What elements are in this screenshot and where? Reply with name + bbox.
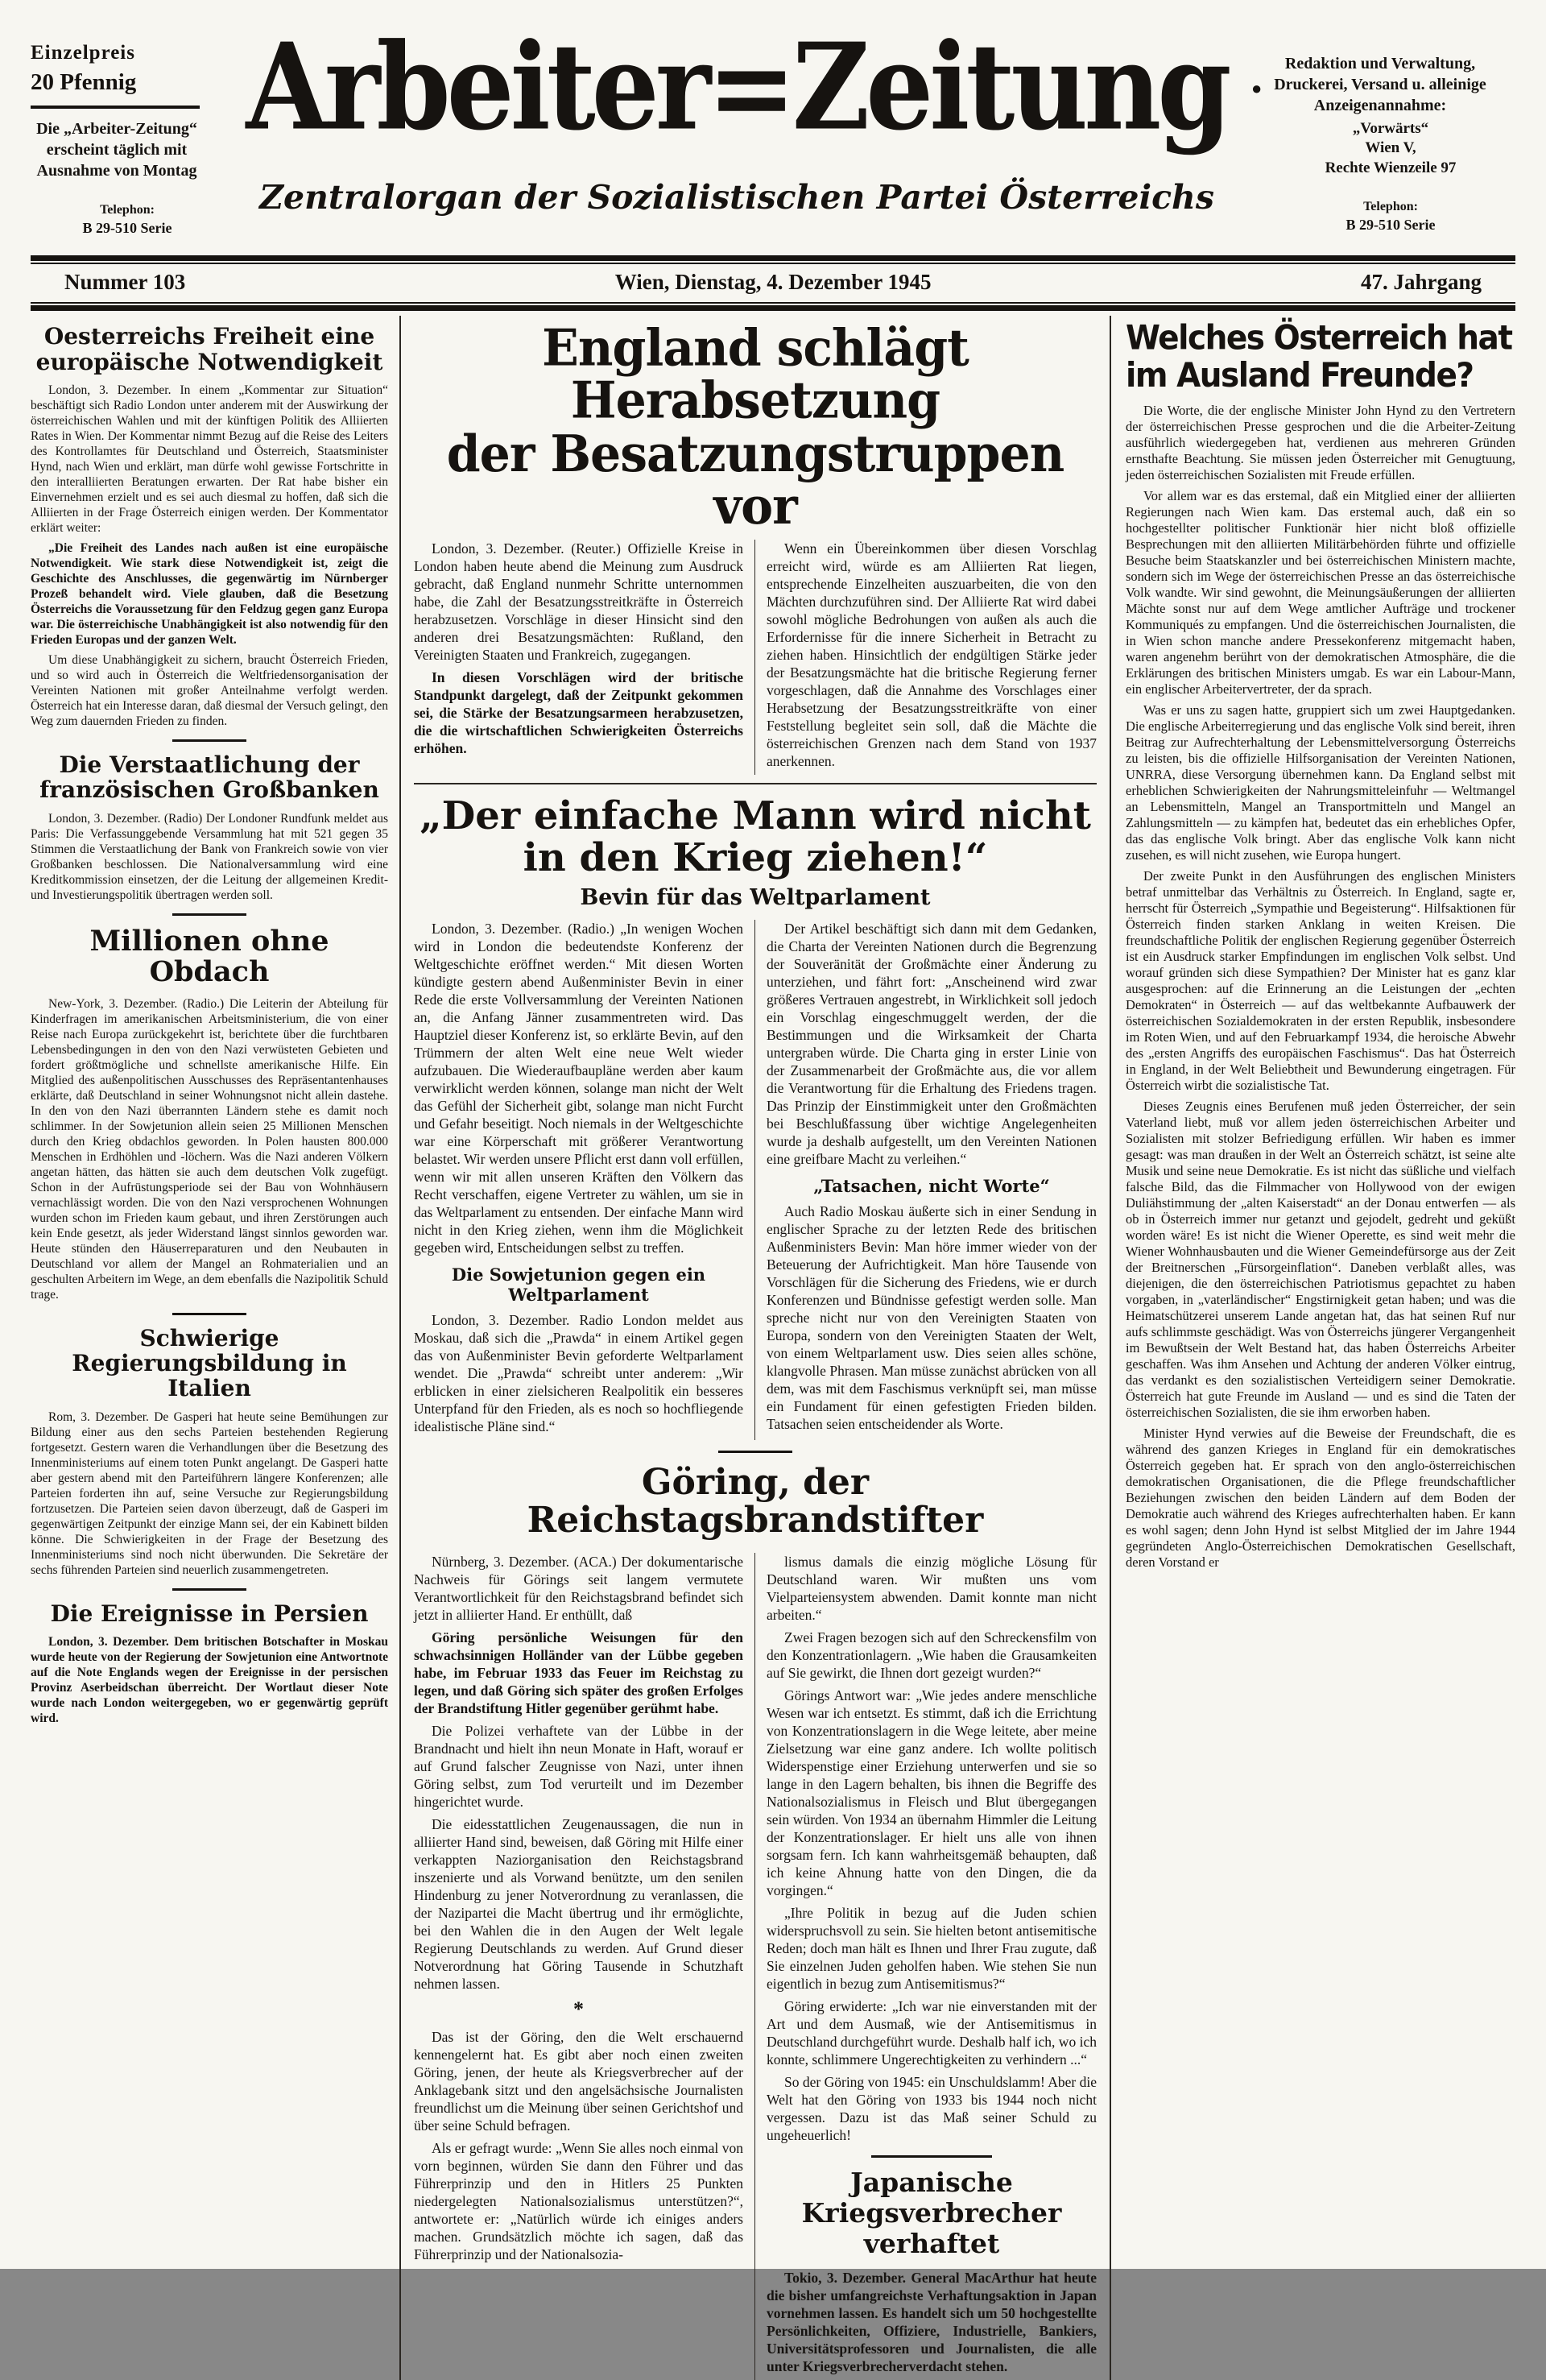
article-italy-government — [31, 1326, 388, 1578]
paragraph: London, 3. Dezember. (Radio) Der Londoner Rundfunk meldet aus Paris: Die Verfassunggebende Versammlung hat mit 521 gegen 35 Stimmen die Verstaatlichung der Bank von Frankreich sowie von vier Großbanken beschlossen. Die Nationalversammlung wird eine Kreditkommission einsetzen, der die Leitung der allgemeinen Kredit- und Investierungspolitik übertragen werden soll. — [31, 811, 388, 902]
paragraph: London, 3. Dezember. In einem „Kommentar zur Situation“ beschäftigt sich Radio London unter anderem mit der Auswirkung der österreichischen Wahlen und mit der künftigen Politik des Alliierten Rates in Wien. Der Kommentar nimmt Bezug auf die Reise des Leiters des Kontrollamtes für Deutschland und Österreich, Staatsminister Hynd, nach Wien und erklärt, man dürfe wohl gewisse Fortschritte in den interalliierten Beratungen erwarten. Der Rat habe bisher ein Einvernehmen erzielt und es sei auch diesmal zu hoffen, daß sich die Alliierten in der Frage Österreich einigen werden. Der Kommentator erklärt weiter: — [31, 383, 388, 536]
editorial-office-note: Redaktion und Verwaltung, Druckerei, Versand u. alleinige Anzeigenannahme: — [1274, 55, 1486, 114]
right-column — [1111, 316, 1515, 2379]
goering-columns — [414, 1553, 1097, 2380]
paragraph: In diesen Vorschlägen wird der britische Standpunkt dargelegt, daß der Zeitpunkt gekommen sei, die Stärke der Besatzungsarmeen herabzusetzen, die die wirtschaftlichen Schwierigkeiten Österreichs erhöhen. — [414, 668, 743, 756]
publication-schedule-note: Die „Arbeiter-Zeitung“ erscheint täglich mit Ausnahme von Montag — [36, 120, 197, 180]
newspaper-subtitle: Zentralorgan der Sozialistischen Partei Österreichs — [259, 177, 1214, 217]
section-divider — [871, 2155, 992, 2158]
paragraph: Was er uns zu sagen hatte, gruppiert sich um zwei Hauptgedanken. Die englische Arbeiterregierung und das englische Volk sind bereit, ihren Beitrag zur Aufrechterhaltung der Lebensmittelversorgung Österreichs zu leisten, bis die offizielle Hilfsorganisation der Vereinten Nationen, UNRRA, diese Versorgung übernehmen kann. Da England selbst mit erheblichen Schwierigkeiten der Nahrungsmitteleinfuhr — Weltmangel an Lebensmitteln, Mangel an Transportmitteln und Mangel an Zahlungsmitteln — zu kämpfen hat, bedeutet das ein erhebliches Opfer, das das englische Volk bringt. Aber das englische Volk kann nicht zusehen, es will nicht zusehen, wie Europa hungert. — [1126, 702, 1515, 863]
section-divider — [172, 913, 246, 916]
headline-line-1: „Der einfache Mann wird nicht — [420, 793, 1091, 838]
article-persia-events — [31, 1601, 388, 1726]
paragraph: Wenn ein Übereinkommen über diesen Vorschlag erreicht wird, würde es am Alliierten Rat liegen, entsprechende Einzelheiten auszuarbeiten, die von den Mächten durchzuführen sind. Der Alliierte Rat wird dabei sowohl mögliche Bedrohungen von außen als auch die Erfordernisse für die innere Sicherheit in Betracht zu ziehen haben. Hinsichtlich der endgültigen Stärke jeder der Besatzungsmächte hat die britische Regierung ferner vorgeschlagen, daß die Annahme des Vorschlages einer Herabsetzung der Besatzungsstreitkräfte von einer Feststellung begleitet sein soll, daß die Mächte die österreichischen Grenzen nach dem Stand von 1937 anerkennen. — [767, 540, 1097, 769]
newspaper-title: Arbeiter=Zeitung — [246, 17, 1228, 158]
paragraph: Rom, 3. Dezember. De Gasperi hat heute seine Bemühungen zur Bildung einer aus den sechs Parteien bestehenden Regierung fortgesetzt. Gestern waren die Verhandlungen über die Besetzung des Innenministeriums auf einem toten Punkt angelangt. De Gasperi hatte aber gestern abend mit den Parteiführern längere Konferenzen; alle Parteien forderten ihn auf, seine Versuche zur Regierungsbildung fortzusetzen. Die Parteien seien davon überzeugt, daß de Gasperi im gegenwärtigen Zeitpunkt der einzige Mann sei, der ein Kabinett bilden könne. Die Schwierigkeiten in der Frage der Besetzung des Innenministeriums sind noch nicht überwunden. Die Sekretäre der sechs führenden Parteien sind neuerlich zusammengetreten. — [31, 1409, 388, 1577]
issue-volume: 47. Jahrgang — [1360, 270, 1482, 295]
paragraph: London, 3. Dezember. (Radio.) „In wenigen Wochen wird in London die bedeutendste Konferenz der Weltgeschichte eröffnet werden.“ Mit diesen Worten kündigte gestern abend Außenminister Bevin in einer Rede die erste Vollversammlung der Vereinten Nationen an, die Anfang Jänner zusammentreten wird. Das Hauptziel dieser Konferenz ist, so erklärte Bevin, auf den Trümmern der alten Welt eine neue Welt wieder aufzubauen. Die Wiederaufbaupläne werden aber kaum verwirklicht werden können, solange man nicht der Welt das Gefühl der Sicherheit gibt, solange man nicht Furcht und Gefahr beseitigt. Noch niemals in der Weltgeschichte war eine Körperschaft mit größerer Verantwortung belastet. Wir werden unsere Pflicht erst dann voll erfüllen, wenn wir mit allen unseren Kräften den Völkern das Recht verschaffen, eigene Vertreter zu wählen, um sie in das Weltparlament zu entsenden. Der einfache Mann wird nicht in den Krieg ziehen, wenn ihm die Möglichkeit gegeben wird, Entscheidungen selbst zu treffen. — [414, 920, 743, 1256]
japan-headline: Japanische Kriegsverbrecher verhaftet — [801, 2166, 1062, 2259]
paragraph: So der Göring von 1945: ein Unschuldslamm! Aber die Welt hat den Göring von 1933 bis 1944 noch nicht vergessen. Dazu ist das Maß seiner Schuld zu ungeheuerlich! — [767, 2073, 1097, 2143]
section-divider — [172, 1313, 246, 1315]
article-occupation-troops — [414, 319, 1097, 775]
article-title: Die Verstaatlichung der französischen Großbanken — [39, 751, 379, 804]
paragraph: Als er gefragt wurde: „Wenn Sie alles noch einmal von vorn beginnen, würden Sie dann den Führer und das Führerprinzip und den in Hitlers 25 Punkten niedergelegten Nationalsozialismus unterstützen?“, antwortete er: „Natürlich würde ich einiges anders machen. Grundsätzlich möchte ich sagen, daß das Führerprinzip und der Nationalsozia- — [414, 2139, 743, 2262]
article-austria-friends-abroad — [1126, 321, 1515, 1571]
issue-date: Wien, Dienstag, 4. Dezember 1945 — [614, 270, 932, 295]
paragraph: Das ist der Göring, den die Welt erschauernd kennengelernt hat. Es gibt aber noch einen zweiten Göring, jenen, der heute als Kriegsverbrecher auf der Anklagebank sitzt und den angelsächsische Journalisten freundlichst um die Meinung über seinen Gerichtshof und über seine Schuld befragen. — [414, 2028, 743, 2134]
subhead-facts-not-words: „Tatsachen, nicht Worte“ — [813, 1175, 1050, 1196]
section-divider — [718, 1451, 792, 1453]
masthead — [31, 17, 1515, 238]
bevin-column-b — [755, 920, 1097, 1440]
paragraph: Nürnberg, 3. Dezember. (ACA.) Der dokumentarische Nachweis für Görings seit langem vermutete Verantwortlichkeit für den Reichstagsbrand befindet sich jetzt in alliierter Hand. Er enthüllt, daß — [414, 1553, 743, 1623]
page-body — [31, 316, 1515, 2379]
paragraph: Dieses Zeugnis eines Berufenen muß jeden Österreicher, der sein Vaterland liebt, muß vor allem jeden österreichischen Arbeiter und Sozialisten mit stolzer Befriedigung erfüllen. Wir haben es immer gesagt: was man draußen in der Welt an Österreich schätzt, ist seine alte Musik und seine neue Demokratie. Es ist nicht das süßliche und vielfach falsche Bild, das die Filmmacher von Hollywood von der ewigen Duliähstimmung der „alten Kaiserstadt“ an der Donau entwerfen — als ob in Österreich immer nur getanzt und gejodelt, gedreht und geküßt worden wäre! Es ist nicht die Wiener Operette, es sind weit mehr die Wiener Wohnhausbauten und die Wiener Gemeindefürsorge aus der Zeit der Breitnerschen „Fürsorgeinflation“. Daneben verblaßt alles, was diejenigen, die den österreichischen Patriotismus gepachtet zu haben vorgaben, in „vaterländischer“ Engstirnigkeit getan haben; und was die Heimatschützerei unserem Lande angetan hat, das hat seinen Ruf nur aufs schlimmste geschädigt. Was von Österreichs jüngerer Vergangenheit im Bewußtsein der Welt Bestand hat, das haben Österreichs Arbeiter geschaffen. Was ihm Ansehen und Achtung der anderen Völker eintrug, das verdankt es den sozialistischen Verteidigern seiner Demokratie. Österreich hat gute Freunde im Ausland — und es sind die Taten der österreichischen Sozialisten, die sie ihm erworben haben. — [1126, 1099, 1515, 1421]
paragraph: Der Artikel beschäftigt sich dann mit dem Gedanken, die Charta der Vereinten Nationen durch die Begrenzung der Souveränität der Großmächte einer Änderung zu unterziehen, und fährt fort: „Anscheinend wird zwar größeres Vertrauen angestrebt, in Wirklichkeit soll jedoch ein Vorschlag eingeschmuggelt werden, der die Bestimmungen und die Wirksamkeit der Charta untergraben würde. Die Charta ging in erster Linie von der Zusammenarbeit der Großmächte aus, die vor allem die Verantwortung für die Erhaltung des Friedens tragen. Das Prinzip der Einstimmigkeit unter den Großmächten bei Beschlußfassung über wichtige Angelegenheiten wurde ja deshalb aufgestellt, um den Vereinten Nationen eine greifbare Macht zu verleihen.“ — [767, 920, 1097, 1167]
bevin-columns — [414, 920, 1097, 1440]
phone-label: Telephon: — [100, 203, 155, 217]
paragraph: London, 3. Dezember. Radio London meldet aus Moskau, daß sich die „Prawda“ in einem Artikel gegen das von Außenminister Bevin geforderte Weltparlament wendet. Die „Prawda“ schreibt unter anderem: „Wir erblicken in einer zielsicheren Realpolitik ein besseres Unterpfand für den Frieden, als es noch so hochfliegende idealistische Pläne sind.“ — [414, 1311, 743, 1434]
bevin-headline — [414, 793, 1097, 880]
paragraph: lismus damals die einzig mögliche Lösung für Deutschland waren. Wir mußten uns vom Vielparteiensystem abwenden. Damit konnte man nicht arbeiten.“ — [767, 1553, 1097, 1623]
paragraph: Die Worte, die der englische Minister John Hynd zu den Vertretern der österreichischen Presse gesprochen und die die Arbeiter-Zeitung ausführlich wiedergegeben hat, verdienen aus mehreren Gründen ernsthafte Beachtung. Sie müssen jeden Österreicher mit Genugtuung, jeden österreichischen Sozialisten mit Freude erfüllen. — [1126, 403, 1515, 483]
dateline-bar — [31, 255, 1515, 311]
goering-headline: Göring, der Reichstagsbrandstifter — [527, 1461, 984, 1542]
bevin-column-a — [414, 920, 755, 1440]
center-column — [399, 316, 1111, 2379]
paragraph: Görings Antwort war: „Wie jedes andere menschliche Wesen war ich entsetzt. Es stimmt, daß ich die Errichtung von Konzentrationslagern in die Wege leitete, aber meine Zielsetzung war eine ganz andere. Ich wollte politisch Widerspenstige einer Erziehung unterwerfen und sie so lange in den Lagern behalten, bis ihnen die Begriffe des Nationalsozialismus in Fleisch und Blut übergegangen sein würden. Von 1934 an übernahm Himmler die Leitung der Konzentrationslager. Er hielt uns alle von ihnen sorgsam fern. Ich kann wahrheitsgemäß behaupten, daß ich keine Ahnung hatte von den Dingen, die da vorgingen.“ — [767, 1687, 1097, 1898]
article-bevin-world-parliament — [414, 783, 1097, 1440]
paragraph: Zwei Fragen bezogen sich auf den Schreckensfilm von den Konzentrationlagern. „Wie haben die Grausamkeiten auf Sie gewirkt, die Ihnen dort gezeigt wurden?“ — [767, 1629, 1097, 1681]
publisher-street: Rechte Wienzeile 97 — [1325, 159, 1457, 176]
section-divider — [172, 1588, 246, 1591]
paragraph: Minister Hynd verwies auf die Beweise der Freundschaft, die es während des ganzen Krieges in England für ein demokratisches Österreich gegeben hat. Er sprach von den anglo-österreichischen demokratischen Organisationen, die die Pflege freundschaftlicher Beziehungen zwischen den beiden Ländern auf dem Boden der Demokratie auch während des Krieges aufrechterhalten haben. Er kann es wohl sagen; denn John Hynd ist selbst Mitglied der im Jahre 1944 gegründeten Anglo-Österreichischen Demokratischen Gesellschaft, deren Vorstand er — [1126, 1426, 1515, 1571]
price-label: Einzelpreis — [31, 42, 135, 64]
lead-column-a — [414, 540, 755, 775]
issue-number: Nummer 103 — [64, 270, 186, 295]
paragraph: Der zweite Punkt in den Ausführungen des englischen Ministers betraf unmittelbar das Verhältnis zu Österreich. In England, sagte er, herrscht für Österreich „Sympathie und Begeisterung“. Hilfsaktionen für Österreich finden starken Anklang in weiten Kreisen. Die freundschaftliche Politik der englischen Regierung gegenüber Österreich ist ein Ausdruck starker Empfindungen im englischen Volk selbst. Und worauf gründen sich diese Sympathien? Der Minister hat es ganz klar ausgesprochen: auf die Erinnerung an die Leistungen der „echten Demokraten“ in Österreich — auf das weltbekannte Aufbauwerk der österreichischen Sozialdemokraten in der ersten Republik, insbesondere im Roten Wien, und auf den Februarkampf 1934, die heroische Abwehr des „ersten Angriffs des europäischen Faschismus“. Das hat Österreich in England, in der Welt Beliebtheit und Bewunderung eingetragen. Für Österreich wirbt die sozialistische Tat. — [1126, 868, 1515, 1094]
lead-columns — [414, 540, 1097, 775]
paragraph: London, 3. Dezember. Dem britischen Botschafter in Moskau wurde heute von der Regierung der Sowjetunion eine Antwortnote auf die Note Englands wegen der Ereignisse in der persischen Provinz Aserbeidschan überreicht. Der Wortlaut dieser Note wurde nach London weitergegeben, wo er gegenwärtig geprüft wird. — [31, 1635, 388, 1726]
phone-number: B 29-510 Serie — [82, 219, 172, 236]
paragraph: Vor allem war es das erstemal, daß ein Mitglied einer der alliierten Regierungen nach Wien kam. Das erstemal auch, daß ein so hochgestellter politischer Funktionär hier nicht bloß offizielle Besprechungen mit den alliierten Militärbehörden führte und offizielle Besuche beim Staatskanzler und bei österreichischen Ministern machte, sondern sich im Wege der österreichischen Presse an das österreichische Volk wandte. Wir sind gewohnt, die Meinungsäußerungen der alliierten Mächte sonst nur auf dem Wege amtlicher Aufträge und trockener Kommuniqués zu empfangen. Und die österreichischen Journalisten, die in Wien schon manche andere Pressekonferenz mitgemacht haben, waren angenehm berührt von der demokratischen Atmosphäre, die die Erklärungen des britischen Ministers umgab. Es war ein Labour-Mann, ein englischer Arbeitervertreter, der da sprach. — [1126, 488, 1515, 697]
phone-number: B 29-510 Serie — [1346, 216, 1436, 233]
price-value: 20 Pfennig — [31, 69, 137, 95]
publisher-brand: „Vorwärts“ — [1352, 120, 1429, 137]
bullet-icon: ● — [1251, 78, 1263, 98]
paragraph: Um diese Unabhängigkeit zu sichern, braucht Österreich Frieden, und so wird auch in Österreich die Weltfriedensorganisation der Vereinten Nationen mit großer Anteilnahme verfolgt werden. Österreich hat ein Interesse daran, daß diesmal der Versuch gelingt, den Weg zum dauernden Frieden zu finden. — [31, 653, 388, 729]
star-separator: * — [573, 1997, 584, 2021]
paragraph: Die eidesstattlichen Zeugenaussagen, die nun in alliierter Hand sind, beweisen, daß Göring mit Hilfe einer verkappten Naziorganisation den Reichstagsbrand inszenierte und als Vorwand benützte, um den senilen Hindenburg zu jener Notverordnung zu veranlassen, die der Nazipartei die Macht übertrug und ihr ermöglichte, bei den Wahlen die in den Augen der Welt legale Regierung Deutschlands zu werden. Auf Grund dieser Notverordnung hat Göring Tausende in Schutzhaft nehmen lassen. — [414, 1815, 743, 1992]
masthead-right-info — [1250, 24, 1515, 234]
masthead-left-rule — [31, 106, 200, 109]
subhead-soviet-parliament: Die Sowjetunion gegen ein Weltparlament — [451, 1264, 706, 1305]
headline-line-1: England schlägt Herabsetzung — [542, 319, 969, 432]
paragraph: Göring erwiderte: „Ich war nie einverstanden mit der Art und dem Ausmaß, wie der Antisemitismus in Deutschland durchgeführt wurde. Deshalb half ich, wo ich konnte, schlimmere Ungerechtigkeiten zu verhindern ...“ — [767, 1997, 1097, 2067]
phone-label: Telephon: — [1363, 199, 1418, 213]
paragraph: Tokio, 3. Dezember. General MacArthur hat heute die bisher umfangreichste Verhaftungsaktion in Japan vornehmen lassen. Es handelt sich um 50 hochgestellte Persönlichkeiten, Offiziere, Industrielle, Bankiers, Universitätsprofessoren und Journalisten, die alle unter Kriegsverbrecherverdacht stehen. — [767, 2269, 1097, 2374]
paragraph: Auch Radio Moskau äußerte sich in einer Sendung in englischer Sprache zu der letzten Rede des britischen Außenministers Bevin: Man höre immer wieder von der Beteuerung der Aufrichtigkeit. Man höre Tausende von Vorschlägen für die Sicherung des Friedens, wie er durch Konferenzen und Bündnisse gefestigt werden solle. Man spreche nicht nur von den Vereinigten Staaten von Europa, sondern von den Vereinigten Staaten der Welt, von einem Weltparlament usw. Dies seien alles schöne, klangvolle Phrasen. Man müsse zunächst abrücken von all dem, was mit dem Faschismus verknüpft sei, man müsse ein Fundament für einen gefestigten Frieden bilden. Tatsachen seien entscheidender als Worte. — [767, 1202, 1097, 1432]
article-goering-arsonist — [414, 1451, 1097, 2380]
lead-column-b — [755, 540, 1097, 775]
article-french-banks — [31, 752, 388, 903]
paragraph: London, 3. Dezember. (Reuter.) Offizielle Kreise in London haben heute abend die Meinung zum Ausdruck gebracht, daß England nunmehr Schritte unternommen habe, die Zahl der Besatzungsstreitkräfte in Österreich herabzusetzen. Vorschläge in dieser Hinsicht sind den anderen drei Besatzungsmächten: Rußland, den Vereinigten Staaten und Frankreich, zugegangen. — [414, 540, 743, 663]
right-phone-block — [1271, 199, 1511, 234]
paragraph: Die Polizei verhaftete van der Lübbe in der Brandnacht und hielt ihn neun Monate in Haft, worauf er auf Grund falscher Zeugnisse von Nazi, unter ihnen Göring selbst, zum Tod verurteilt und im Dezember hingerichtet wurde. — [414, 1722, 743, 1810]
article-title: Oesterreichs Freiheit eine europäische Notwendigkeit — [35, 323, 383, 375]
article-homeless-millions — [31, 926, 388, 1302]
paragraph: „Ihre Politik in bezug auf die Juden schien widerspruchsvoll zu sein. Sie hielten betont antisemitische Reden; doch man hält es Ihnen und Ihrer Frau zugute, daß Sie einzelnen Juden geholfen haben. Wie stehen Sie nun eigentlich in bezug zum Antisemitismus?“ — [767, 1904, 1097, 1992]
article-austria-freedom — [31, 324, 388, 729]
goering-column-b — [755, 1553, 1097, 2380]
headline-line-2: in den Krieg ziehen!“ — [523, 834, 988, 880]
editorial-headline: Welches Österreich hat im Ausland Freunde? — [1126, 319, 1512, 396]
masthead-center — [224, 17, 1250, 217]
section-divider — [172, 739, 246, 742]
paragraph: New-York, 3. Dezember. (Radio.) Die Leiterin der Abteilung für Kinderfragen im amerikanischen Arbeitsministerium, die von einer Reise nach Europa zurückgekehrt ist, berichtete über die furchtbaren Lebensbedingungen in den von den Nazi verwüsteten Gebieten und fordert größtmögliche und schnellste amerikanische Hilfe. Ein Mitglied des außenpolitischen Ausschusses des Repräsentantenhauses erklärte, daß Deutschland in seiner Wohnungsnot nicht allein dastehe. In den von den Nazi überrannten Ländern stehe es damit noch schlimmer. In der Sowjetunion allein seien 25 Millionen Menschen durch den Krieg obdachlos geworden. In Polen hausten 800.000 Menschen in Erdhöhlen und -löchern. Was die Nazi anderen Völkern angetan hätten, das hätten sie auch dem deutschen Volk zugefügt. Schon in der Aufrüstungsperiode sei der Bau von Wohnhäusern vernachlässigt worden. Die von den Nazi versprochenen Wohnungen wurden schon im Frieden kaum gebaut, und ihren Zerstörungen auch kein Ende gesetzt, als jeder Widerstand längst sinnlos geworden war. Heute stünden den Häuserreparaturen und den Neubauten in Deutschland vor allem der Mangel an Rohmaterialien und an geschulten Arbeitern im Wege, an dem ebenfalls die Nazipolitik Schuld trage. — [31, 996, 388, 1302]
lead-headline — [414, 319, 1097, 537]
paragraph: „Die Freiheit des Landes nach außen ist eine europäische Notwendigkeit. Wie stark diese Notwendigkeit ist, zeigt die Geschichte des Anschlusses, die gegenwärtig im Nürnberger Prozeß behandelt wird. Viele glauben, daß die Besetzung Österreichs die Voraussetzung für den Feldzug gegen ganz Europa war. Die österreichische Unabhängigkeit ist also notwendig für den Frieden Europas und der ganzen Welt. — [31, 541, 388, 648]
dateline — [31, 263, 1515, 304]
bevin-deck: Bevin für das Weltparlament — [580, 884, 931, 910]
paragraph: Göring persönliche Weisungen für den schwachsinnigen Holländer van der Lübbe gegeben habe, im Februar 1933 das Feuer im Reichstag zu legen, und daß Göring sich später des großen Erfolges der Brandstiftung Hitler gegenüber gerühmt habe. — [414, 1629, 743, 1716]
article-title: Schwierige Regierungsbildung in Italien — [72, 1324, 347, 1402]
goering-column-a — [414, 1553, 755, 2380]
publisher-city: Wien V, — [1365, 139, 1416, 157]
article-title: Millionen ohne Obdach — [89, 924, 329, 989]
article-title: Die Ereignisse in Persien — [50, 1600, 369, 1627]
left-phone-block — [31, 202, 224, 238]
headline-line-2: der Besatzungstruppen vor — [446, 424, 1064, 537]
masthead-left-info — [31, 24, 224, 238]
left-column — [31, 316, 399, 2379]
